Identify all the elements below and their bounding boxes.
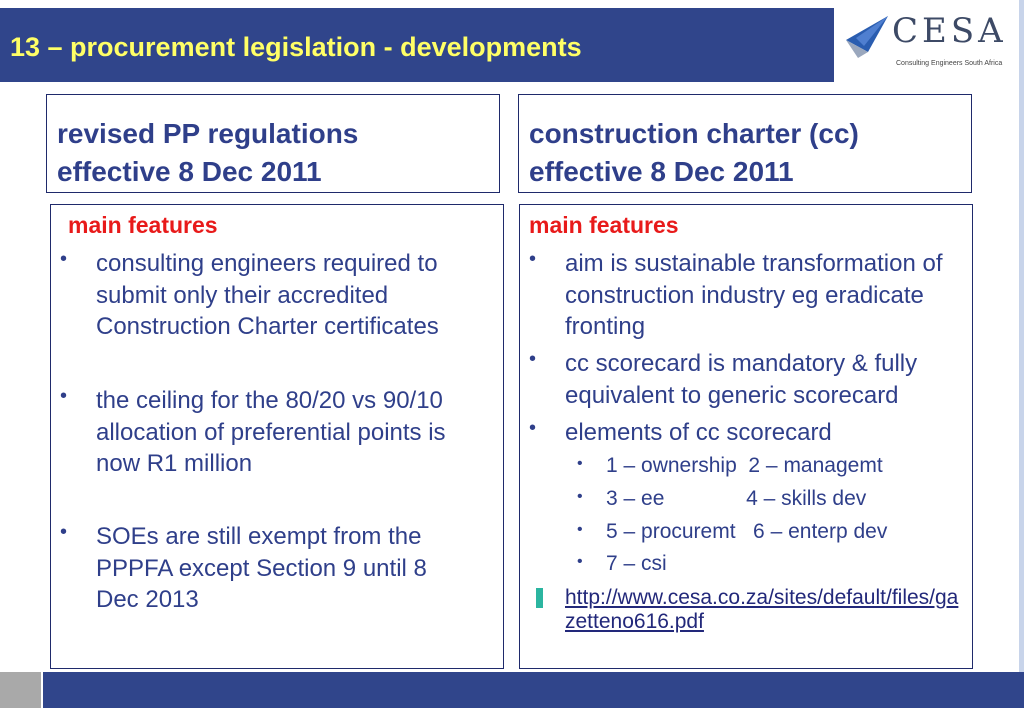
right-edge-strip [1019, 0, 1024, 708]
link-marker [536, 588, 543, 608]
bullet-marker: • [60, 385, 68, 407]
right-heading-line2: effective 8 Dec 2011 [529, 156, 794, 187]
logo-wordmark: CESA [892, 11, 1007, 51]
scorecard-sub-text: 7 – csi [606, 552, 667, 575]
right-bullet-text: cc scorecard is mandatory & fully equivalent to generic scorecard [565, 350, 918, 409]
left-bullet-text: the ceiling for the 80/20 vs 90/10 allocation of preferential points is now R1 million [96, 387, 446, 477]
right-features-label: main features [529, 212, 679, 238]
left-heading-line1: revised PP regulations [57, 118, 359, 149]
sub-bullet-marker: • [577, 455, 583, 472]
scorecard-sub-item [577, 519, 957, 545]
footer-bar [43, 672, 1024, 708]
scorecard-sub-text: 3 – ee 4 – skills dev [606, 487, 867, 510]
right-bullet-text: elements of cc scorecard [565, 419, 832, 446]
scorecard-sub-text: 5 – procuremt 6 – enterp dev [606, 520, 888, 543]
scorecard-sub-text: 1 – ownership 2 – managemt [606, 454, 883, 477]
right-bullet-item [529, 348, 954, 411]
sub-bullet-marker: • [577, 553, 583, 570]
bullet-marker: • [529, 348, 537, 370]
cesa-logo [840, 10, 1016, 76]
right-heading-line1: construction charter (cc) [529, 118, 859, 149]
title-bar [0, 8, 834, 82]
right-heading-box [518, 94, 972, 193]
sub-bullet-marker: • [577, 521, 583, 538]
bullet-marker: • [529, 417, 537, 439]
left-heading-line2: effective 8 Dec 2011 [57, 156, 322, 187]
left-bullet-text: consulting engineers required to submit only their accredited Construction Charter certificates [96, 250, 439, 340]
left-features-label: main features [68, 212, 218, 238]
scorecard-sub-item [577, 551, 957, 577]
left-heading-box [46, 94, 500, 193]
slide-title: 13 – procurement legislation - developments [10, 32, 582, 62]
left-bullet-text: SOEs are still exempt from the PPPFA except Section 9 until 8 Dec 2013 [96, 523, 427, 613]
left-bullet-item [60, 521, 465, 616]
bullet-marker: • [60, 248, 68, 270]
bullet-marker: • [60, 521, 68, 543]
footer-gray-block [0, 672, 41, 708]
right-bullet-text: aim is sustainable transformation of construction industry eg eradicate fronting [565, 250, 943, 340]
right-bullet-item [529, 417, 954, 449]
scorecard-sub-item [577, 453, 957, 479]
bullet-marker: • [529, 248, 537, 270]
gazette-link[interactable]: http://www.cesa.co.za/sites/default/files/gazetteno616.pdf [565, 586, 959, 633]
scorecard-sub-item [577, 486, 957, 512]
logo-plane-icon [842, 12, 892, 62]
left-bullet-item [60, 248, 465, 343]
right-bullet-item [529, 248, 954, 343]
logo-tagline: Consulting Engineers South Africa [896, 60, 1003, 67]
left-bullet-item [60, 385, 485, 480]
sub-bullet-marker: • [577, 488, 583, 505]
